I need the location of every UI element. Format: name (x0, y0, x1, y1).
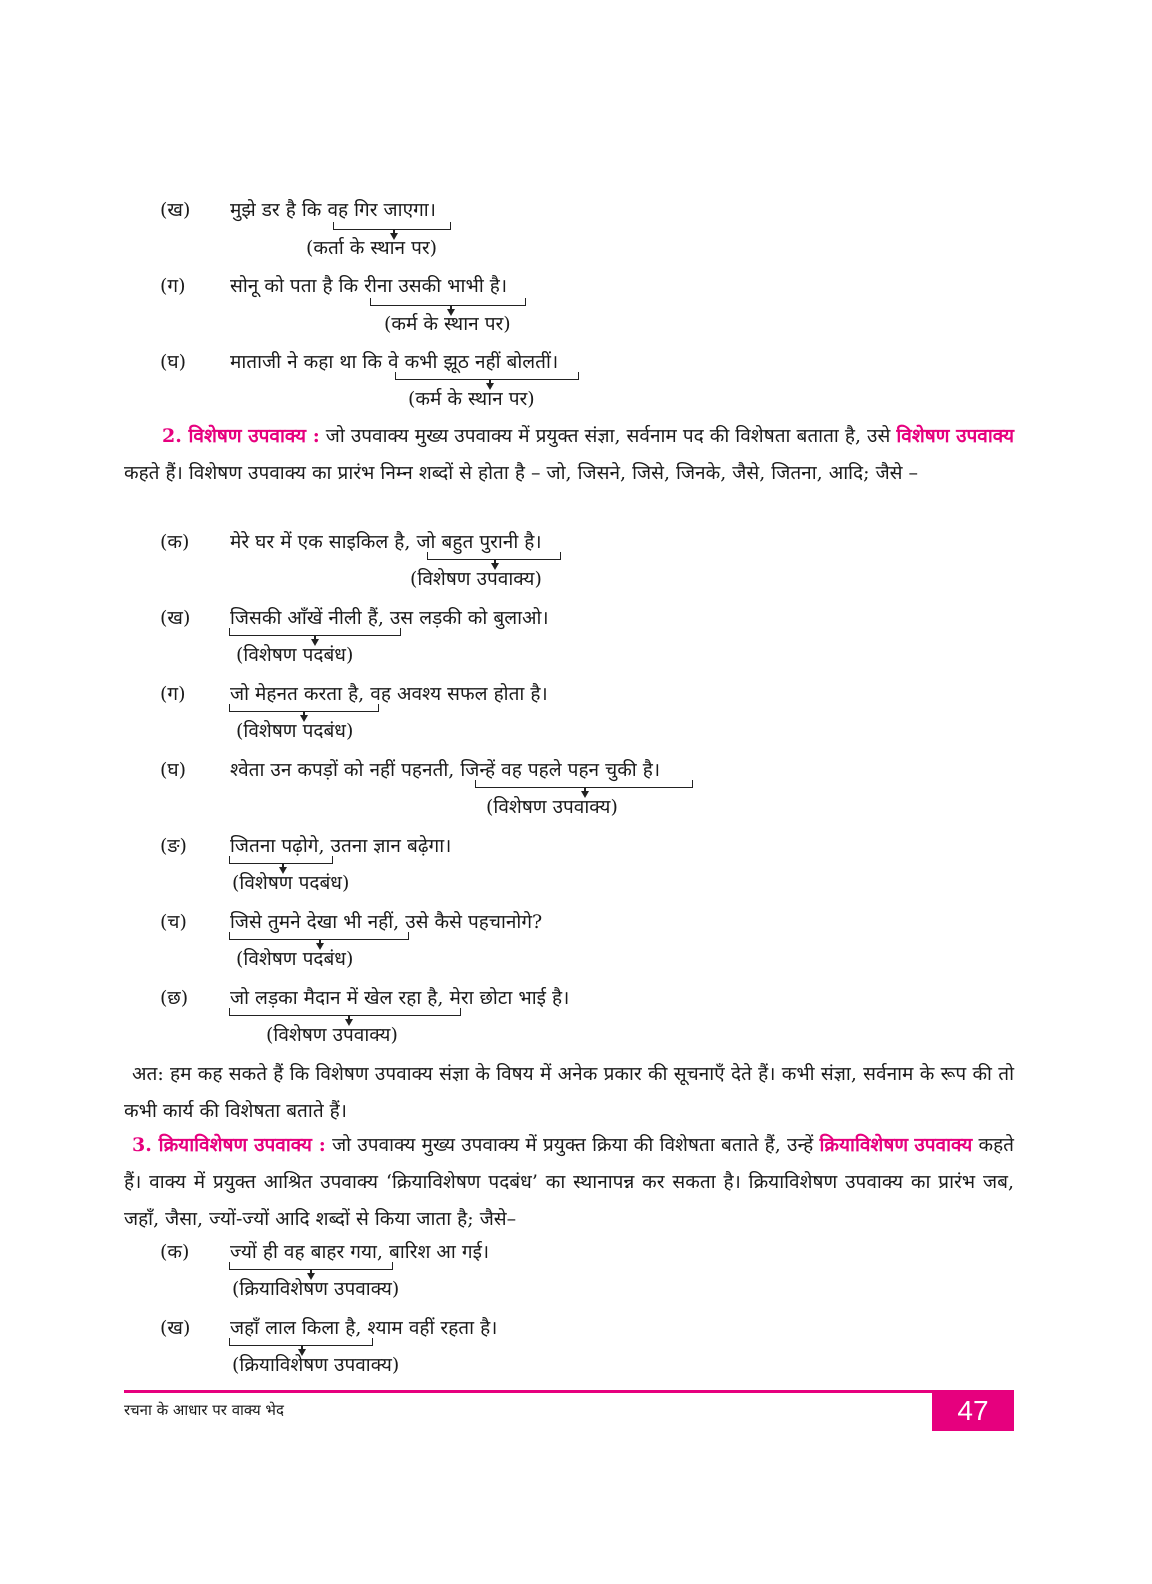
example-sentence: मेरे घर में एक साइकिल है, जो बहुत पुरानी है। (230, 531, 542, 553)
clause-bracket (427, 552, 561, 560)
clause-bracket (229, 1262, 393, 1270)
example-sentence: श्वेता उन कपड़ों को नहीं पहनती, जिन्हें वह पहले पहन चुकी है। (230, 759, 661, 781)
clause-bracket (229, 704, 379, 712)
clause-bracket (229, 1008, 461, 1016)
section3-text2: कहते हैं। वाक्य में प्रयुक्त आश्रित उपवाक्य ‘क्रियाविशेषण पदबंध’ का स्थानापन्न कर सकता है। क्रियाविशेषण (124, 1134, 1014, 1193)
summary-paragraph (124, 1056, 1014, 1130)
section2-text2: कहते हैं। विशेषण उपवाक्य का प्रारंभ निम्न शब्दों से होता है – जो, जिसने, जिसे, जिनके, जैसे, जितना, (124, 462, 823, 484)
example-sentence: जिसकी आँखें नीली हैं, उस लड़की को बुलाओ। (230, 607, 549, 629)
section3-text1: जो उपवाक्य मुख्य उपवाक्य में प्रयुक्त क्रिया की विशेषता बताते हैं, उन्हें (325, 1134, 820, 1156)
example-label: (घ) (160, 759, 187, 781)
example-label: (छ) (160, 987, 189, 1009)
clause-note: (विशेषण उपवाक्य) (266, 1024, 398, 1046)
clause-bracket (229, 628, 401, 636)
example-sentence: माताजी ने कहा था कि वे कभी झूठ नहीं बोलतीं। (230, 351, 559, 373)
example-sentence: जिसे तुमने देखा भी नहीं, उसे कैसे पहचानोगे? (230, 911, 543, 933)
example-sentence: ज्यों ही वह बाहर गया, बारिश आ गई। (230, 1241, 490, 1263)
clause-note: (क्रियाविशेषण उपवाक्य) (232, 1354, 400, 1376)
section3-paragraph (124, 1127, 1014, 1238)
example-sentence: सोनू को पता है कि रीना उसकी भाभी है। (230, 275, 508, 297)
clause-bracket (229, 1338, 373, 1346)
section2-heading: 2. विशेषण उपवाक्य : (162, 425, 320, 447)
example-sentence: जो मेहनत करता है, वह अवश्य सफल होता है। (230, 683, 548, 705)
clause-note: (क्रियाविशेषण उपवाक्य) (232, 1278, 400, 1300)
example-label: (ग) (160, 683, 186, 705)
clause-bracket (475, 780, 693, 788)
example-sentence: जो लड़का मैदान में खेल रहा है, मेरा छोटा भाई है। (230, 987, 570, 1009)
example-label: (घ) (160, 351, 187, 373)
section2-term: विशेषण उपवाक्य (896, 425, 1014, 447)
example-label: (क) (160, 531, 190, 553)
example-label: (ख) (160, 1317, 191, 1339)
example-sentence: मुझे डर है कि वह गिर जाएगा। (230, 199, 436, 221)
section3-term1: क्रियाविशेषण (819, 1134, 909, 1156)
clause-note: (विशेषण पदबंध) (236, 948, 354, 970)
example-label: (च) (160, 911, 187, 933)
summary-line1: अत: हम कह सकते हैं कि विशेषण उपवाक्य संज्ञा के विषय में अनेक प्रकार की सूचनाएँ देते हैं। कभी संज्ञा, सर्वनाम के (132, 1063, 935, 1085)
example-sentence: जितना पढ़ोगे, उतना ज्ञान बढ़ेगा। (230, 835, 452, 857)
clause-bracket (229, 932, 409, 940)
example-label: (ग) (160, 275, 186, 297)
section3-term2: उपवाक्य (914, 1134, 973, 1156)
example-label: (क) (160, 1241, 190, 1263)
section2-text3: आदि; जैसे – (828, 462, 919, 484)
clause-bracket (370, 298, 526, 306)
footer-rule (124, 1390, 932, 1393)
section3-text3: उपवाक्य का प्रारंभ जब, जहाँ, जैसा, ज्यों-ज्यों आदि शब्दों से किया जाता है; जैसे– (124, 1171, 1015, 1230)
clause-note: (विशेषण पदबंध) (236, 720, 354, 742)
clause-note: (कर्म के स्थान पर) (408, 388, 535, 410)
example-label: (ख) (160, 199, 191, 221)
clause-note: (विशेषण उपवाक्य) (486, 796, 618, 818)
example-sentence: जहाँ लाल किला है, श्याम वहीं रहता है। (230, 1317, 498, 1339)
clause-bracket (395, 372, 579, 380)
chapter-title: रचना के आधार पर वाक्य भेद (124, 1401, 284, 1419)
clause-note: (कर्ता के स्थान पर) (306, 237, 438, 259)
clause-note: (विशेषण उपवाक्य) (410, 568, 542, 590)
clause-bracket (333, 222, 451, 230)
section2-paragraph (124, 418, 1014, 492)
clause-note: (विशेषण पदबंध) (232, 872, 350, 894)
clause-note: (कर्म के स्थान पर) (384, 313, 511, 335)
section2-text1: जो उपवाक्य मुख्य उपवाक्य में प्रयुक्त संज्ञा, सर्वनाम पद की विशेषता बताता है, उसे (319, 425, 891, 447)
example-label: (ङ) (160, 835, 187, 857)
summary-line2: रूप की तो कभी कार्य की विशेषता बताते हैं। (124, 1063, 1014, 1122)
example-label: (ख) (160, 607, 191, 629)
clause-note: (विशेषण पदबंध) (236, 644, 354, 666)
clause-bracket (229, 856, 333, 864)
page-number: 47 (932, 1390, 1014, 1431)
section3-heading: 3. क्रियाविशेषण उपवाक्य : (132, 1134, 326, 1156)
